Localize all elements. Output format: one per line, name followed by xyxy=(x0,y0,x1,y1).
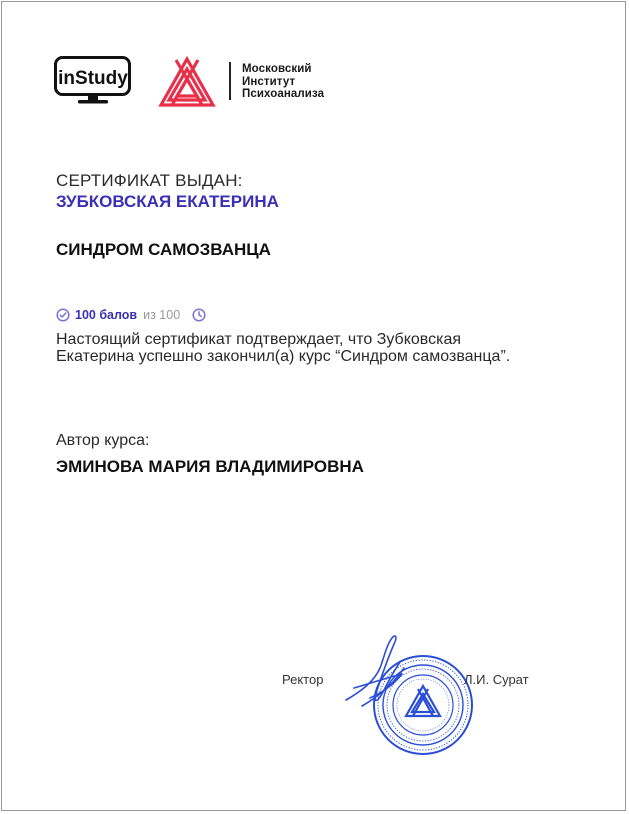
instudy-logo-text: inStudy xyxy=(58,68,128,89)
recipient-name: ЗУБКОВСКАЯ ЕКАТЕРИНА xyxy=(56,192,279,211)
author-name: ЭМИНОВА МАРИЯ ВЛАДИМИРОВНА xyxy=(56,457,364,476)
institute-triangle-logo xyxy=(158,56,216,108)
certificate-page xyxy=(1,1,626,811)
score-row xyxy=(56,305,206,325)
certificate-body-text: Настоящий сертификат подтверждает, что Зубковская Екатерина успешно закончил(а) курс “Синдром самозванца”. xyxy=(56,331,511,365)
rector-name: Л.И. Сурат xyxy=(464,672,529,687)
check-circle-icon xyxy=(56,308,70,322)
course-title: СИНДРОМ САМОЗВАНЦА xyxy=(56,240,271,259)
logo-divider xyxy=(229,62,231,100)
instudy-logo xyxy=(54,56,132,106)
institute-name-line-2: Институт xyxy=(242,75,296,88)
rector-label: Ректор xyxy=(282,672,324,687)
score-value: 100 балов xyxy=(75,308,138,322)
issued-label: СЕРТИФИКАТ ВЫДАН: xyxy=(56,171,243,190)
institute-name xyxy=(242,63,324,101)
clock-icon xyxy=(192,308,206,322)
score-total: из 100 xyxy=(143,308,181,322)
signature xyxy=(340,628,440,718)
institute-name-line-1: Московский xyxy=(242,63,312,75)
institute-name-line-3: Психоанализа xyxy=(242,88,325,100)
author-label: Автор курса: xyxy=(56,432,150,449)
